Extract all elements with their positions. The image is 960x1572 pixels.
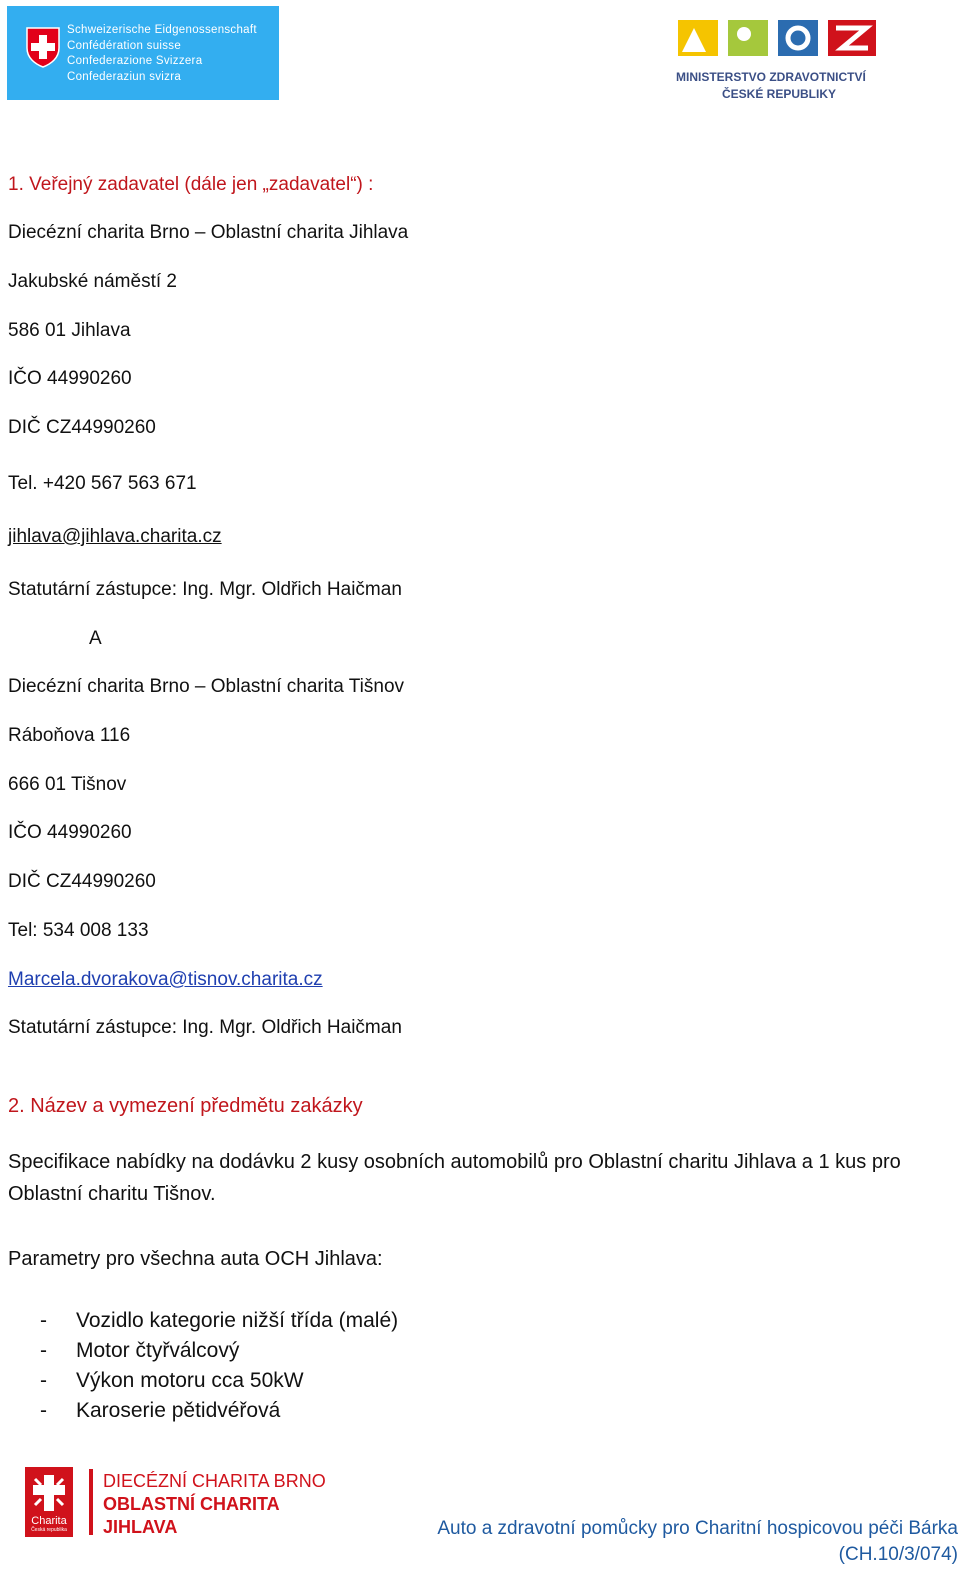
- entity2-city: 666 01 Tišnov: [8, 774, 127, 795]
- entity2-dic: DIČ CZ44990260: [8, 871, 156, 892]
- footer-project-title: Auto a zdravotní pomůcky pro Charitní hospicovou péči Bárka: [437, 1518, 958, 1539]
- list-item: - Vozidlo kategorie nižší třída (malé): [40, 1309, 399, 1332]
- entity1-city: 586 01 Jihlava: [8, 320, 131, 341]
- section1-heading: 1. Veřejný zadavatel (dále jen „zadavatel“) :: [8, 174, 374, 195]
- ministry-logo-line2: ČESKÉ REPUBLIKY: [722, 87, 837, 101]
- charita-logo: [25, 1467, 325, 1539]
- charita-line1: DIECÉZNÍ CHARITA BRNO: [103, 1471, 326, 1491]
- param-text: Karoserie pětidvéřová: [76, 1399, 281, 1422]
- swiss-logo-line: Confédération suisse: [67, 39, 182, 52]
- param-text: Motor čtyřválcový: [76, 1339, 240, 1362]
- entity2-tel: Tel: 534 008 133: [8, 920, 149, 941]
- footer-project-code: (CH.10/3/074): [838, 1544, 958, 1565]
- list-item: - Karoserie pětidvéřová: [40, 1399, 281, 1422]
- list-item: - Motor čtyřválcový: [40, 1339, 240, 1362]
- ministry-logo-line1: MINISTERSTVO ZDRAVOTNICTVÍ: [676, 70, 866, 84]
- params-heading: Parametry pro všechna auta OCH Jihlava:: [8, 1248, 383, 1270]
- section2-paragraph-line2: Oblastní charitu Tišnov.: [8, 1183, 216, 1205]
- entity1-street: Jakubské náměstí 2: [8, 271, 177, 292]
- entity1-tel: Tel. +420 567 563 671: [8, 473, 197, 494]
- param-text: Vozidlo kategorie nižší třída (malé): [76, 1309, 399, 1332]
- charita-cross-icon: [25, 1469, 73, 1517]
- ministry-emblem-icon: [676, 14, 880, 62]
- entity2-email-link[interactable]: Marcela.dvorakova@tisnov.charita.cz: [8, 969, 323, 990]
- entity2-representative: Statutární zástupce: Ing. Mgr. Oldřich Haičman: [8, 1017, 402, 1038]
- swiss-logo-line: Confederazione Svizzera: [67, 55, 203, 67]
- charita-line2: OBLASTNÍ CHARITA: [103, 1494, 280, 1514]
- charita-box-subtext: Česká republika: [31, 1527, 67, 1533]
- entity2-street: Ráboňova 116: [8, 725, 131, 746]
- swiss-cross-icon: [25, 26, 61, 68]
- entity1-name: Diecézní charita Brno – Oblastní charita Jihlava: [8, 222, 409, 243]
- charita-emblem: [25, 1467, 73, 1537]
- swiss-logo-text: [67, 23, 257, 85]
- section2-paragraph-line1: Specifikace nabídky na dodávku 2 kusy osobních automobilů pro Oblastní charitu Jihlava a 1 kus pro: [8, 1151, 901, 1173]
- list-item: - Výkon motoru cca 50kW: [40, 1369, 304, 1392]
- conjunction: A: [89, 628, 102, 649]
- param-text: Výkon motoru cca 50kW: [76, 1369, 304, 1392]
- ministry-of-health-logo: [676, 14, 880, 104]
- entity1-dic: DIČ CZ44990260: [8, 417, 156, 438]
- swiss-logo-line: Confederaziun svizra: [67, 70, 182, 83]
- charita-box-text: Charita: [31, 1515, 67, 1527]
- swiss-confederation-logo: [7, 6, 279, 100]
- entity2-ico: IČO 44990260: [8, 822, 132, 843]
- swiss-logo-line: Schweizerische Eidgenossenschaft: [67, 24, 257, 36]
- entity1-email-link[interactable]: jihlava@jihlava.charita.cz: [8, 526, 222, 547]
- charita-divider: [89, 1469, 93, 1535]
- entity1-ico: IČO 44990260: [8, 368, 132, 389]
- entity1-representative: Statutární zástupce: Ing. Mgr. Oldřich Haičman: [8, 579, 402, 600]
- charita-line3: JIHLAVA: [103, 1517, 178, 1537]
- entity2-name: Diecézní charita Brno – Oblastní charita Tišnov: [8, 676, 405, 697]
- section2-heading: 2. Název a vymezení předmětu zakázky: [8, 1095, 363, 1117]
